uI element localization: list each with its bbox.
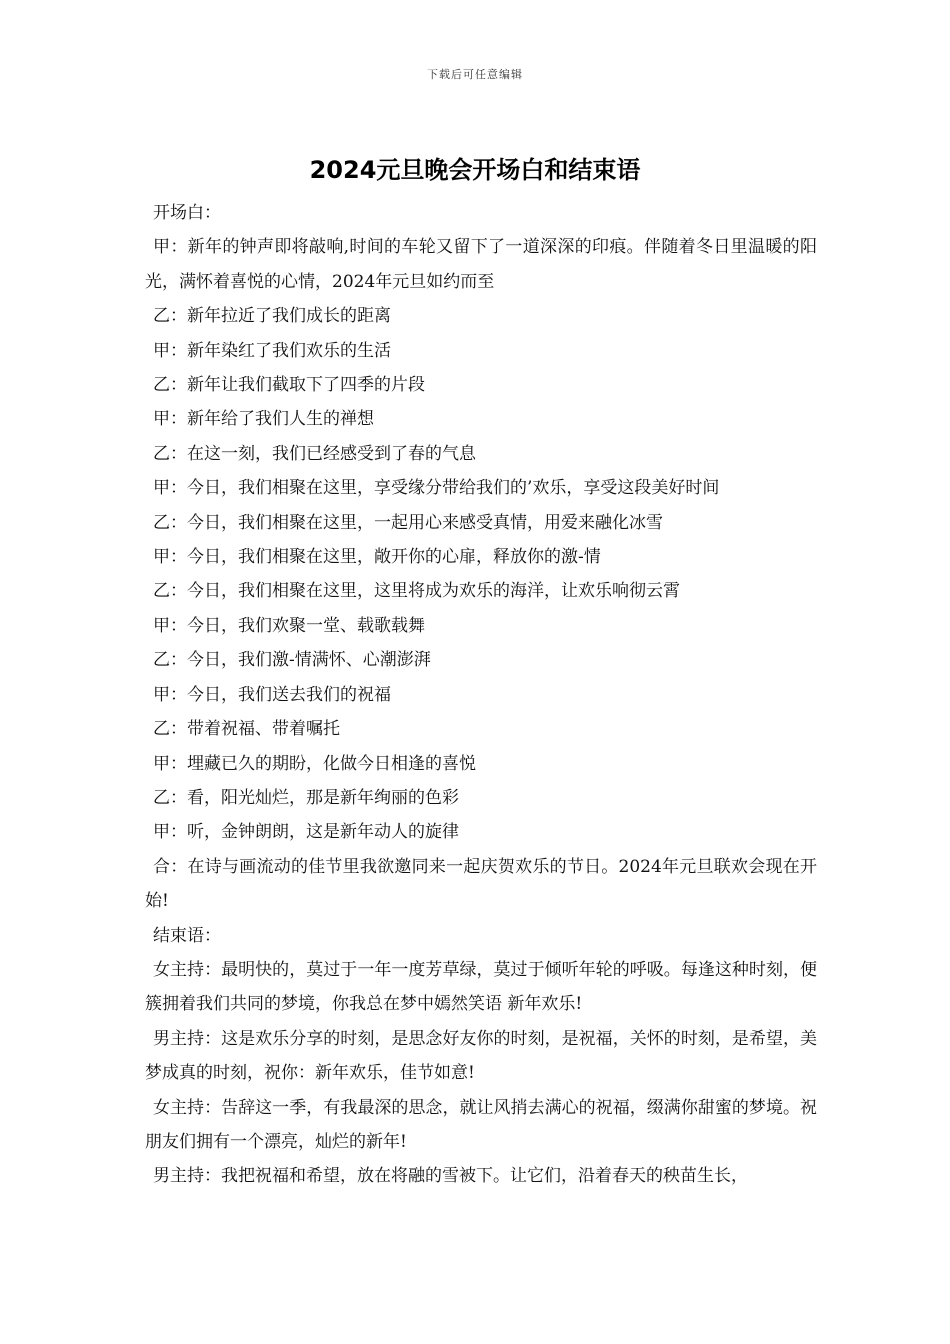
paragraph: 甲：听，金钟朗朗，这是新年动人的旋律 bbox=[153, 822, 459, 843]
paragraph: 甲：今日，我们相聚在这里，敞开你的心扉，释放你的激-情 bbox=[153, 547, 601, 568]
paragraph: 甲：今日，我们相聚在这里，享受缘分带给我们的’欢乐，享受这段美好时间 bbox=[153, 478, 720, 499]
paragraph: 乙：在这一刻，我们已经感受到了春的气息 bbox=[153, 443, 476, 464]
paragraph: 男主持：我把祝福和希望，放在将融的雪被下。让它们，沿着春天的秧苗生长， bbox=[153, 1166, 748, 1187]
paragraph: 结束语： bbox=[153, 925, 221, 946]
paragraph: 甲：今日，我们欢聚一堂、载歌载舞 bbox=[153, 615, 425, 636]
paragraph: 乙：新年让我们截取下了四季的片段 bbox=[153, 375, 425, 396]
paragraph: 开场白： bbox=[153, 203, 221, 223]
document-body bbox=[145, 196, 817, 1194]
paragraph: 乙：今日，我们激-情满怀、心潮澎湃 bbox=[153, 650, 431, 671]
paragraph: 乙：看，阳光灿烂，那是新年绚丽的色彩 bbox=[153, 787, 459, 808]
paragraph: 男主持：这是欢乐分享的时刻，是思念好友你的时刻，是祝福，关怀的时刻，是希望，美梦成真的时刻，祝你：新年欢乐，佳节如意! bbox=[145, 1028, 817, 1084]
document-title: 2024元旦晚会开场白和结束语 bbox=[309, 156, 641, 184]
paragraph: 甲：今日，我们送去我们的祝福 bbox=[153, 684, 391, 705]
paragraph: 女主持：最明快的，莫过于一年一度芳草绿，莫过于倾听年轮的呼吸。每逢这种时刻，便簇拥着我们共同的梦境，你我总在梦中嫣然笑语 新年欢乐! bbox=[145, 959, 817, 1015]
paragraph: 乙：今日，我们相聚在这里，一起用心来感受真情，用爱来融化冰雪 bbox=[153, 512, 663, 533]
paragraph: 乙：带着祝福、带着嘱托 bbox=[153, 719, 340, 740]
paragraph: 乙：新年拉近了我们成长的距离 bbox=[153, 306, 391, 327]
paragraph: 乙：今日，我们相聚在这里，这里将成为欢乐的海洋，让欢乐响彻云霄 bbox=[153, 581, 680, 602]
paragraph: 甲：埋藏已久的期盼，化做今日相逢的喜悦 bbox=[153, 753, 476, 774]
paragraph: 甲：新年染红了我们欢乐的生活 bbox=[153, 340, 391, 361]
paragraph: 甲：新年的钟声即将敲响,时间的车轮又留下了一道深深的印痕。伴随着冬日里温暖的阳光，满怀着喜悦的心情，2024年元旦如约而至 bbox=[145, 237, 817, 292]
paragraph: 甲：新年给了我们人生的禅想 bbox=[153, 409, 374, 430]
paragraph: 女主持：告辞这一季，有我最深的思念，就让风捎去满心的祝福，缀满你甜蜜的梦境。祝朋友们拥有一个漂亮，灿烂的新年! bbox=[145, 1097, 817, 1152]
header-note: 下载后可任意编辑 bbox=[427, 68, 523, 81]
paragraph: 合：在诗与画流动的佳节里我欲邀同来一起庆贺欢乐的节日。2024年元旦联欢会现在开始! bbox=[145, 856, 817, 912]
